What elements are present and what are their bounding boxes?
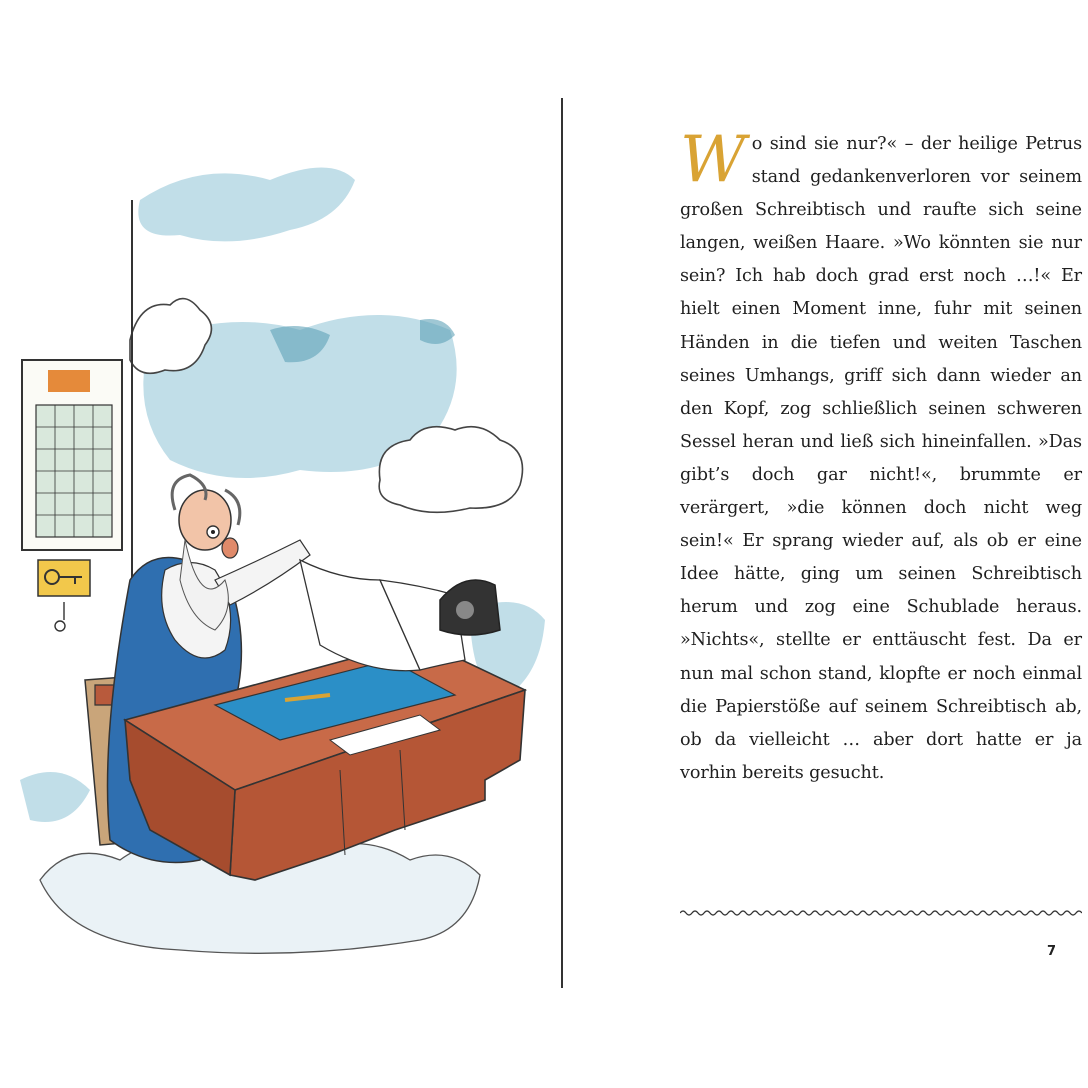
story-paragraph bbox=[680, 123, 1082, 790]
page-number: 7 bbox=[1047, 944, 1057, 959]
book-gutter bbox=[561, 98, 563, 988]
key-sign bbox=[38, 560, 90, 631]
wavy-divider bbox=[680, 906, 1082, 920]
drop-cap: W bbox=[680, 123, 746, 197]
illustration-st-peter bbox=[0, 140, 555, 970]
telephone bbox=[440, 580, 500, 635]
paragraph-text: o sind sie nur?« – der heilige Petrus stand gedankenverloren vor seinem großen Schreibtisch und raufte sich seine langen, weißen Haare. »Wo könnten sie nur sein? Ich hab doch grad erst noch …!« Er hielt einen Moment inne, fuhr mit seinen Händen in die tiefen und weiten Taschen seines Umhangs, griff sich dann wieder an den Kopf, zog schließlich seinen schweren Sessel heran und ließ sich hineinfallen. »Das gibt’s doch gar nicht!«, brummte er verärgert, »die können doch nicht weg sein!« Er sprang wieder auf, als ob er eine Idee hätte, ging um seinen Schreibtisch herum und zog eine Schublade heraus. »Nichts«, stellte er enttäuscht fest. Da er nun mal schon stand, klopfte er noch einmal die Papierstöße auf seinem Schreibtisch ab, ob da vielleicht … aber dort hatte er ja vorhin bereits gesucht. bbox=[680, 134, 1082, 783]
wall-calendar bbox=[22, 360, 122, 550]
text-page bbox=[680, 123, 1082, 790]
